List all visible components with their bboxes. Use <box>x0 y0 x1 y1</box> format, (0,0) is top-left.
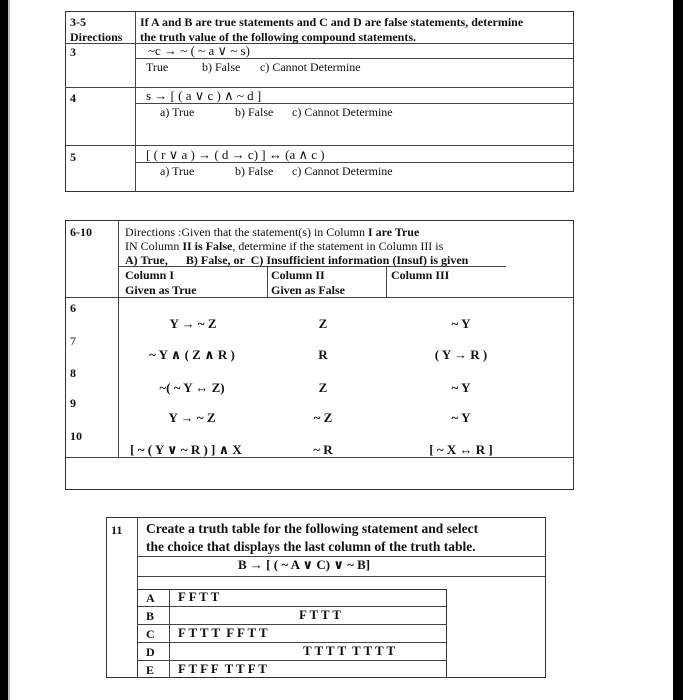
column-2-subheader: Given as False <box>271 283 345 297</box>
choice-value: F T F F T T F T <box>178 661 267 676</box>
row-number: 10 <box>70 429 82 443</box>
question-number: 3 <box>70 45 76 59</box>
row-number: 6 <box>70 301 76 315</box>
choice-value: T T T T T T T T <box>303 643 396 658</box>
column-divider <box>169 589 170 678</box>
row-divider <box>65 457 574 458</box>
question-number: 4 <box>70 91 76 105</box>
column-divider <box>267 267 268 297</box>
column-2-header: Column II <box>271 268 325 282</box>
question-expression: [ ( r ∨ a ) → ( d → c) ] ↔ (a ∧ c ) <box>146 147 325 162</box>
instruction-line-1: If A and B are true statements and C and D are false statements, determine <box>140 15 524 29</box>
choice-value: F T T T F F T T <box>178 625 268 640</box>
question-number: 5 <box>70 150 76 164</box>
row-divider <box>135 103 574 104</box>
directions-line-2 <box>125 239 443 253</box>
directions-text: Directions :Given that the statement(s) in Column <box>125 225 368 239</box>
column-1-statement: Y → ~ Z <box>168 410 216 425</box>
column-1-statement: ~( ~ Y ↔ Z) <box>159 380 225 395</box>
column-1-subheader: Given as True <box>125 283 197 297</box>
column-3-statement: ~ Y <box>451 316 471 331</box>
option-b: b) False <box>202 60 241 74</box>
column-3-statement: ~ Y <box>451 410 471 425</box>
directions-emphasis: I are True <box>367 225 420 239</box>
instruction-line-2: the choice that displays the last column of the truth table. <box>146 539 476 554</box>
directions-emphasis: II is False <box>182 239 233 253</box>
option-b: b) False <box>235 164 274 178</box>
directions-text: , determine if the statement in Column III is <box>232 239 444 253</box>
column-1-statement: ~ Y ∧ ( Z ∧ R ) <box>149 347 235 362</box>
choice-letter: E <box>146 663 155 677</box>
column-2-statement: Z <box>318 316 328 331</box>
question-number: 11 <box>111 523 123 537</box>
choice-letter: A <box>146 591 155 605</box>
directions-text: IN Column <box>125 239 183 253</box>
option-a: a) True <box>160 105 195 119</box>
section-number: 3-5 <box>70 15 86 29</box>
question-expression: s → [ ( a ∨ c ) ∧ ~ d ] <box>146 88 262 103</box>
truth-table-statement: B → [ ( ~ A ∨ C) ∨ ~ B] <box>238 557 371 572</box>
row-divider <box>65 297 574 298</box>
right-black-edge <box>673 0 683 700</box>
column-3-statement: ( Y → R ) <box>434 347 488 362</box>
column-divider <box>386 267 387 297</box>
left-black-edge <box>0 0 8 700</box>
row-number: 9 <box>70 396 76 410</box>
directions-label: Directions <box>70 30 123 44</box>
option-c: c) Cannot Determine <box>260 60 361 74</box>
choice-letter: B <box>146 609 155 623</box>
directions-line-1 <box>125 225 419 239</box>
column-divider <box>118 220 119 457</box>
choice-letter: D <box>146 645 155 659</box>
row-divider <box>65 145 574 146</box>
row-divider <box>135 162 574 163</box>
question-expression: ~c → ~ ( ~ a ∨ ~ s) <box>148 43 250 58</box>
column-2-statement: ~ R <box>313 442 333 457</box>
option-c: c) Cannot Determine <box>292 105 393 119</box>
row-divider <box>137 642 447 643</box>
page-shadow <box>8 0 10 700</box>
row-divider <box>65 87 574 88</box>
instruction-line-1: Create a truth table for the following statement and select <box>146 521 479 536</box>
choice-value: F T T T <box>299 607 342 622</box>
column-3-header: Column III <box>391 268 450 282</box>
row-divider <box>137 606 447 607</box>
instruction-line-2: the truth value of the following compound statements. <box>140 30 416 44</box>
row-divider <box>135 58 574 59</box>
column-2-statement: Z <box>318 380 328 395</box>
column-1-statement: [ ~ ( Y ∨ ~ R ) ] ∧ X <box>130 442 242 457</box>
row-number: 8 <box>70 366 76 380</box>
row-divider <box>137 576 546 577</box>
column-divider <box>135 11 136 192</box>
choice-value: F F T T <box>178 589 220 604</box>
column-2-statement: R <box>318 347 328 362</box>
row-number: 7 <box>70 334 76 348</box>
option-c: c) Cannot Determine <box>292 164 393 178</box>
column-3-statement: ~ Y <box>451 380 471 395</box>
directions-line-3: A) True, B) False, or C) Insufficient information (Insuf) is given <box>125 253 469 267</box>
column-1-header: Column I <box>125 268 175 282</box>
column-1-statement: Y → ~ Z <box>169 316 217 331</box>
option-b: b) False <box>235 105 274 119</box>
section-number: 6-10 <box>70 225 92 239</box>
option-a: True <box>146 60 169 74</box>
column-2-statement: ~ Z <box>313 410 333 425</box>
column-3-statement: [ ~ X ↔ R ] <box>429 442 493 457</box>
option-a: a) True <box>160 164 195 178</box>
choice-letter: C <box>146 627 155 641</box>
